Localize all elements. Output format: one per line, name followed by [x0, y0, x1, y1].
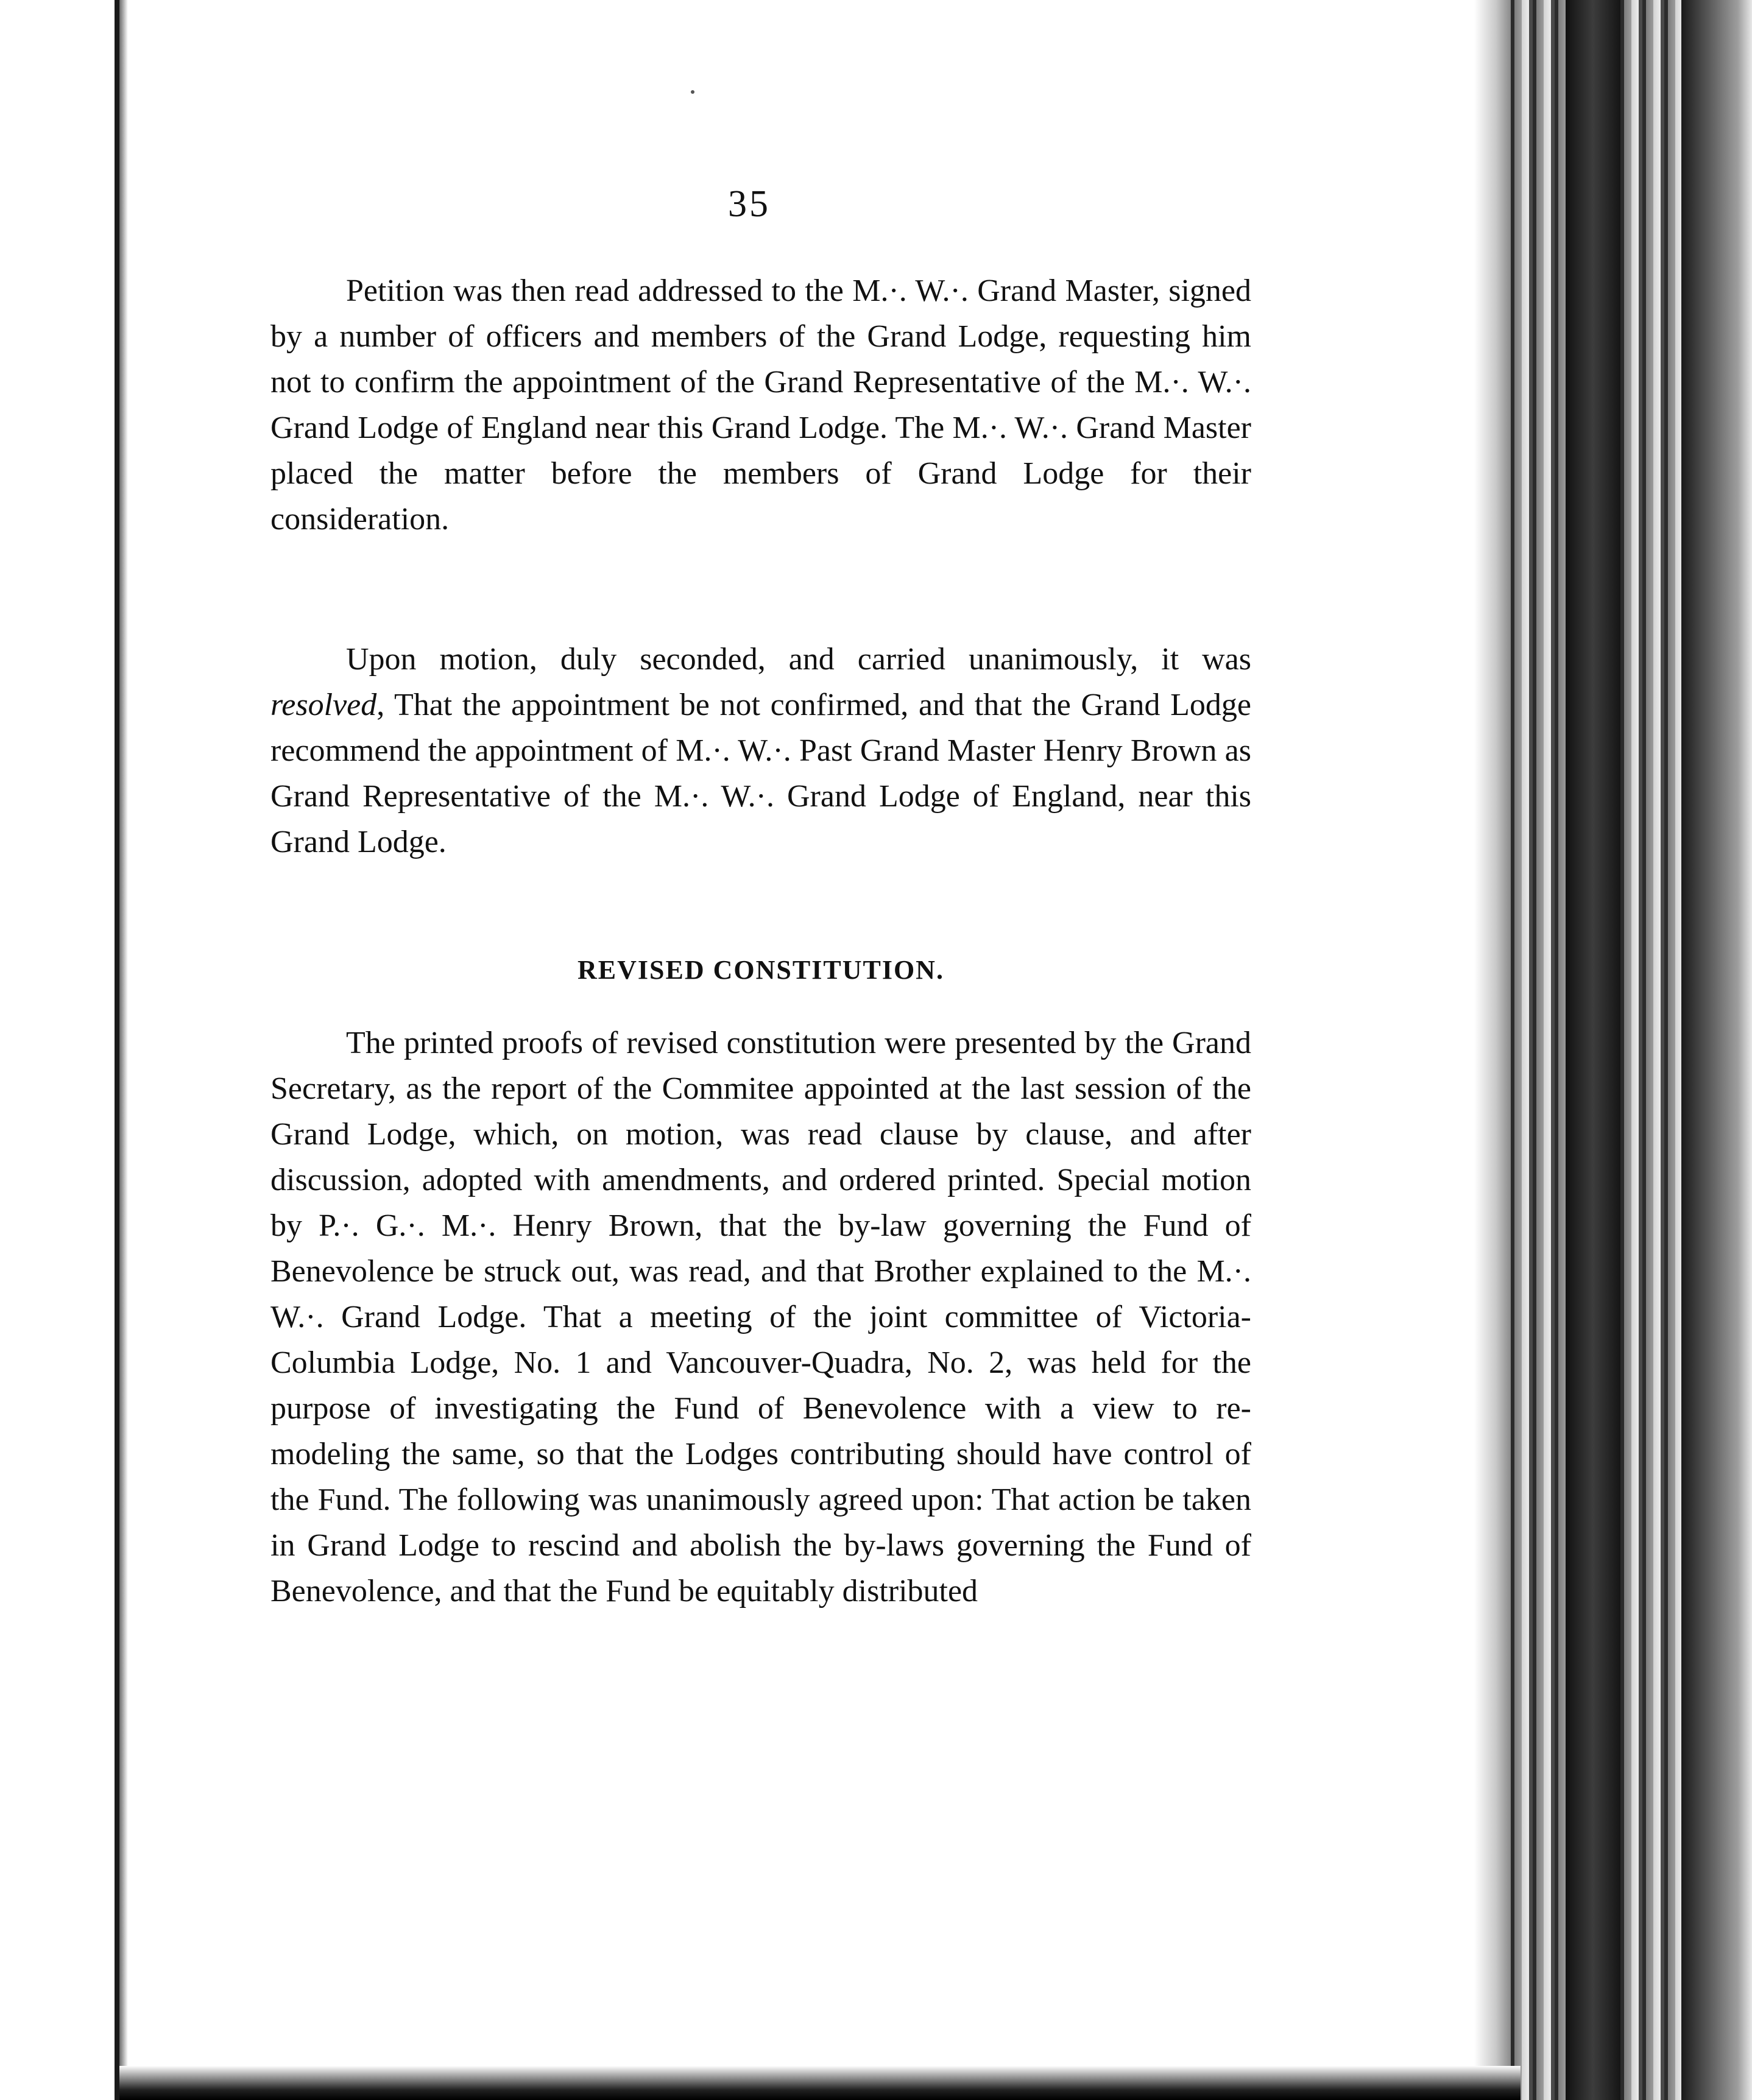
bottom-scan-shadow [119, 2066, 1521, 2100]
binding-shade [119, 0, 128, 2100]
resolution-text-start: Upon motion, duly seconded, and carried unanimously, it was [346, 642, 1251, 677]
section-heading-revised-constitution: REVISED CONSTITUTION. [578, 955, 944, 985]
paragraph-resolution [270, 636, 1251, 865]
book-cover-edge [1566, 0, 1620, 2100]
binding-shadow-line [115, 0, 119, 2100]
paragraph-petition: Petition was then read addressed to the M.·. W.·. Grand Master, signed by a number of officers and members of the Grand Lodge, requesting him not to confirm the appointment of the Grand Representative of the M.·. W.·. Grand Lodge of England near this Grand Lodge. The M.·. W.·. Grand Master placed the matter before the members of Grand Lodge for their consideration. [270, 273, 1251, 537]
resolution-emphasis: resolved [270, 688, 377, 722]
book-outer-edge [1681, 0, 1752, 2100]
page-edge-right [1474, 0, 1511, 2100]
scan-speck [691, 90, 694, 94]
resolution-text-end: , That the appointment be not confirmed, and that the Grand Lodge recommend the appointment of M.·. W.·. Past Grand Master Henry Brown as Grand Representative of the M.·. W.·. Grand Lodge of England, near this Grand Lodge. [270, 688, 1251, 859]
paragraph-revised-constitution: The printed proofs of revised constitution were presented by the Grand Secretary, as the report of the Commitee appointed at the last session of the Grand Lodge, which, on motion, was read clause by clause, and after discussion, adopted with amendments, and ordered printed. Special motion by P.·. G.·. M.·. Henry Brown, that the by-law governing the Fund of Benevolence be struck out, was read, and that Brother explained to the M.·. W.·. Grand Lodge. That a meeting of the joint committee of Victoria-Columbia Lodge, No. 1 and Vancouver-Quadra, No. 2, was held for the purpose of investigating the Fund of Benevolence with a view to re-modeling the same, so that the Lodges contributing should have control of the Fund. The following was unanimously agreed upon: That action be taken in Grand Lodge to rescind and abolish the by-laws governing the Fund of Benevolence, and that the Fund be equitably distributed [270, 1026, 1251, 1608]
page-number: 35 [728, 183, 771, 225]
left-page-gutter [0, 0, 116, 2100]
